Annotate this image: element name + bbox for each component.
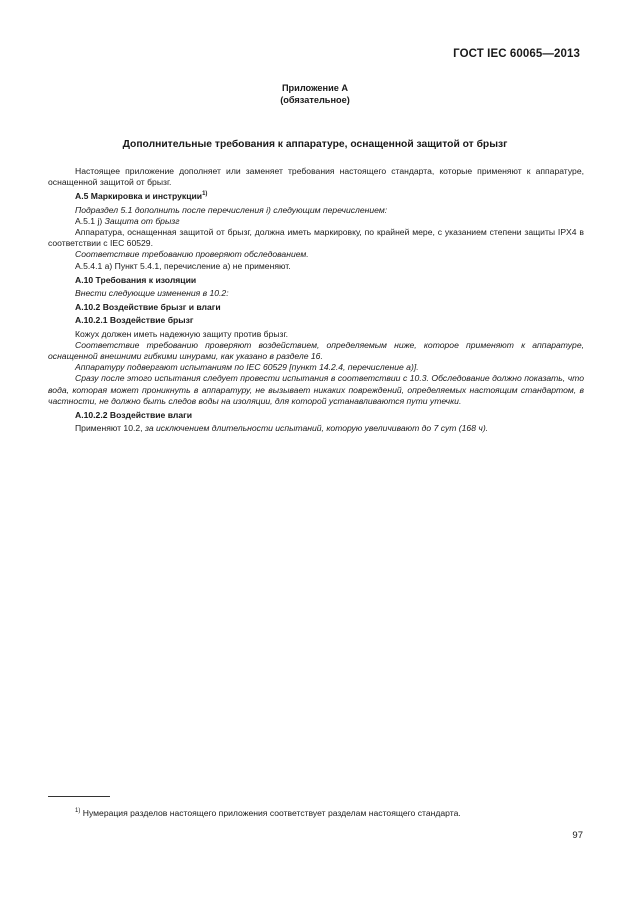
- appendix-label: Приложение А: [281, 83, 349, 93]
- a10-paragraph-1: Внести следующие изменения в 10.2:: [75, 288, 229, 299]
- appendix-status: (обязательное): [280, 95, 350, 105]
- footnote-marker: 1): [75, 808, 81, 815]
- a1021-paragraph-2: Соответствие требованию проверяют воздействием, определяемым ниже, которое применяют к аппаратуре, оснащенной внешними гибкими шнурами, как указано в разделе 16.: [48, 339, 584, 362]
- a1021-paragraph-3: Аппаратуру подвергают испытаниям по IEC 60529 [пункт 14.2.4, перечисление а)].: [75, 362, 419, 373]
- a5-paragraph-5: А.5.4.1 а) Пункт 5.4.1, перечисление а) не применяют.: [75, 260, 291, 271]
- a5-paragraph-2-prefix: А.5.1 j): [75, 215, 105, 226]
- section-a1021-heading: А.10.2.1 Воздействие брызг: [75, 315, 194, 326]
- document-body: [48, 166, 584, 434]
- a1022-paragraph-1-prefix: Применяют 10.2,: [75, 423, 145, 434]
- page-number: 97: [572, 830, 583, 841]
- a5-paragraph-1: Подраздел 5.1 дополнить после перечисления i) следующим перечислением:: [75, 204, 388, 215]
- section-a102-heading: А.10.2 Воздействие брызг и влаги: [75, 302, 221, 313]
- footnote-text: Нумерация разделов настоящего приложения соответствует разделам настоящего стандарта.: [82, 808, 461, 818]
- a5-paragraph-3: Аппаратура, оснащенная защитой от брызг, должна иметь маркировку, по крайней мере, с указанием степени защиты IPX4 в соответствии с IEC 60529.: [48, 227, 584, 249]
- footnote-divider: [48, 796, 110, 797]
- document-standard-header: ГОСТ IEC 60065—2013: [453, 48, 580, 60]
- page-title: Дополнительные требования к аппаратуре, оснащенной защитой от брызг: [122, 139, 508, 150]
- a1022-paragraph-1-italic: за исключением длительности испытаний, которую увеличивают до 7 сут (168 ч).: [144, 423, 489, 434]
- section-a5-title: А.5 Маркировка и инструкции: [75, 191, 203, 202]
- a1021-paragraph-4: Сразу после этого испытания следует провести испытания в соответствии с 10.3. Обследование должно показать, что вода, которая может проникнуть в аппаратуру, не вызывает никаких повреждений, определяемых настоящим стандартом, в частности, не должно быть следов воды на изоляции, для которой устанавливаются пути утечки.: [48, 373, 584, 406]
- footnote-ref: 1): [202, 191, 208, 198]
- a5-paragraph-2-italic: Защита от брызг: [104, 215, 180, 226]
- a1021-paragraph-1: Кожух должен иметь надежную защиту против брызг.: [75, 328, 288, 339]
- intro-paragraph: Настоящее приложение дополняет или заменяет требования настоящего стандарта, которые применяют к аппаратуре, оснащенной защитой от брызг.: [48, 166, 584, 188]
- footnote: [75, 808, 555, 819]
- section-a1022-heading: А.10.2.2 Воздействие влаги: [75, 410, 192, 421]
- a5-paragraph-4: Соответствие требованию проверяют обследованием.: [75, 249, 309, 260]
- section-a10-heading: А.10 Требования к изоляции: [75, 274, 197, 285]
- a1022-paragraph-1: [48, 423, 584, 434]
- a5-paragraph-2: [48, 216, 584, 227]
- section-a5-heading: [48, 191, 584, 202]
- appendix-heading: [0, 82, 630, 106]
